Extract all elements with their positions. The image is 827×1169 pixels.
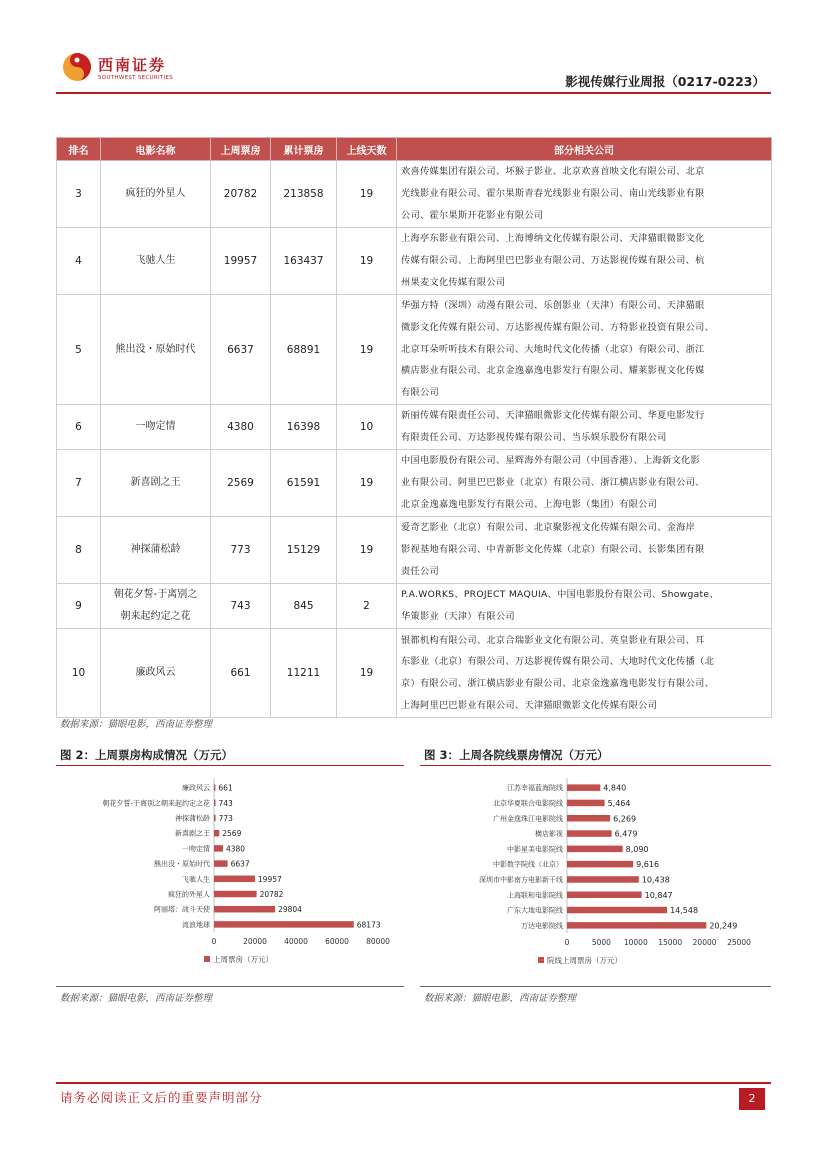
week-box-cell: 6637 — [211, 295, 271, 405]
rank-cell: 7 — [57, 450, 101, 517]
rank-cell: 4 — [57, 228, 101, 295]
table-row — [57, 405, 772, 450]
figure-2-title: 图 2：上周票房构成情况（万元） — [60, 748, 234, 762]
rank-cell: 9 — [57, 584, 101, 629]
week-box-cell: 2569 — [211, 450, 271, 517]
category-label: 深圳市中影南方电影新干线 — [479, 875, 563, 884]
data-label: 661 — [218, 783, 233, 793]
rank-cell: 8 — [57, 517, 101, 584]
company-logo — [62, 48, 182, 88]
bar — [567, 892, 642, 899]
table-row — [57, 161, 772, 228]
film-name-cell: 神探蒲松龄 — [101, 517, 211, 584]
report-title: 影视传媒行业周报（0217-0223） — [565, 74, 765, 89]
week-box-cell: 19957 — [211, 228, 271, 295]
film-name-cell: 新喜剧之王 — [101, 450, 211, 517]
data-label: 68173 — [356, 920, 381, 930]
total-box-cell: 16398 — [271, 405, 337, 450]
company-line: 新丽传媒有限责任公司、天津猫眼微影文化传媒有限公司、华夏电影发行 — [401, 410, 705, 422]
company-line: 华策影业（天津）有限公司 — [401, 611, 515, 622]
col-header-week-box: 上周票房 — [211, 138, 271, 161]
company-line: 欢喜传媒集团有限公司、坏猴子影业、北京欢喜首映文化有限公司、北京 — [401, 166, 705, 178]
bar — [567, 846, 623, 853]
company-line: 上海阿里巴巴影业有限公司、天津猫眼微影文化传媒有限公司 — [401, 699, 658, 711]
legend-label: 上周票房（万元） — [213, 955, 273, 964]
total-box-cell: 68891 — [271, 295, 337, 405]
data-label: 20782 — [259, 890, 284, 899]
category-label: 熊出没・原始时代 — [154, 860, 210, 869]
week-box-cell: 743 — [211, 584, 271, 629]
footer-divider — [56, 1082, 771, 1084]
x-tick-label: 20000 — [692, 938, 717, 947]
days-cell: 19 — [337, 450, 397, 517]
figure-2-chart — [56, 770, 404, 985]
category-label: 横店影视 — [535, 830, 563, 839]
x-tick-label: 0 — [211, 937, 217, 946]
companies-cell — [397, 629, 772, 718]
company-line: 州果麦文化传媒有限公司 — [401, 276, 506, 288]
data-label: 9,616 — [636, 860, 660, 870]
company-line: 业有限公司、阿里巴巴影业（北京）有限公司、浙江横店影业有限公司、 — [401, 477, 705, 489]
film-name-cell — [101, 584, 211, 629]
figure-2-bottom-rule — [56, 986, 404, 987]
company-line: 责任公司 — [401, 565, 439, 577]
bar — [214, 891, 257, 898]
x-tick-label: 20000 — [243, 937, 267, 946]
days-cell: 2 — [337, 584, 397, 629]
data-label: 10,438 — [641, 875, 670, 885]
companies-cell — [397, 517, 772, 584]
figure-2-source-note: 数据来源：猫眼电影，西南证券整理 — [60, 993, 213, 1004]
bar — [567, 876, 639, 883]
company-line: 中国电影股份有限公司、星辉海外有限公司（中国香港）、上海新文化影 — [401, 455, 700, 467]
table-row — [57, 450, 772, 517]
category-label: 上海联和电影院线 — [507, 891, 563, 900]
total-box-cell: 845 — [271, 584, 337, 629]
col-header-days: 上线天数 — [337, 138, 397, 161]
bar — [214, 921, 354, 928]
logo-text-cn: 西南证券 — [98, 56, 167, 74]
data-label: 20,249 — [709, 921, 738, 931]
company-line: 公司、霍尔果斯开花影业有限公司 — [401, 209, 544, 221]
data-label: 4380 — [225, 844, 246, 854]
rank-cell: 5 — [57, 295, 101, 405]
data-label: 10,847 — [644, 890, 673, 900]
x-tick-label: 25000 — [727, 938, 751, 947]
legend-swatch — [204, 956, 210, 962]
bar — [214, 845, 223, 852]
data-label: 773 — [218, 814, 233, 823]
category-label: 广州金逸珠江电影院线 — [493, 814, 563, 823]
legend-swatch — [538, 957, 544, 963]
days-cell: 19 — [337, 517, 397, 584]
total-box-cell: 11211 — [271, 629, 337, 718]
company-line: 京）有限公司、浙江横店影业有限公司、北京金逸嘉逸电影发行有限公司、 — [401, 678, 715, 689]
bar — [567, 861, 633, 868]
table-row — [57, 228, 772, 295]
company-line: 东影业（北京）有限公司、万达影视传媒有限公司、大地时代文化传播（北 — [401, 656, 715, 668]
company-line: P.A.WORKS、PROJECT MAQUIA、中国电影股份有限公司、Showgate、 — [401, 589, 719, 601]
companies-cell — [397, 450, 772, 517]
film-name-line: 朝花夕誓-于离别之 — [113, 589, 198, 600]
page-header — [56, 44, 771, 92]
col-header-film-name: 电影名称 — [101, 138, 211, 161]
companies-cell — [397, 295, 772, 405]
table-row — [57, 629, 772, 718]
logo-text-en: SOUTHWEST SECURITIES — [98, 75, 174, 81]
days-cell: 10 — [337, 405, 397, 450]
data-label: 5,464 — [607, 798, 631, 808]
category-label: 广东大地电影院线 — [507, 906, 563, 915]
film-name-cell: 飞驰人生 — [101, 228, 211, 295]
company-line: 光线影业有限公司、霍尔果斯青春光线影业有限公司、南山光线影业有限 — [401, 188, 705, 200]
data-label: 14,548 — [670, 906, 699, 916]
table-row — [57, 517, 772, 584]
company-line: 影视基地有限公司、中青新影文化传媒（北京）有限公司、长影集团有限 — [401, 544, 705, 556]
days-cell: 19 — [337, 295, 397, 405]
x-tick-label: 80000 — [366, 937, 390, 946]
bar — [567, 922, 706, 929]
rank-cell: 6 — [57, 405, 101, 450]
company-line: 爱奇艺影业（北京）有限公司、北京聚影视文化传媒有限公司、金海岸 — [401, 522, 696, 534]
category-label: 一吻定情 — [182, 844, 210, 853]
data-label: 2569 — [222, 829, 242, 839]
col-header-total-box: 累计票房 — [271, 138, 337, 161]
company-line: 横店影业有限公司、北京金逸嘉逸电影发行有限公司、耀莱影视文化传媒 — [401, 365, 705, 377]
bar — [214, 906, 275, 913]
company-line: 上海亭东影业有限公司、上海博纳文化传媒有限公司、天津猫眼微影文化 — [401, 233, 705, 245]
x-tick-label: 5000 — [591, 938, 611, 947]
figure-3-chart — [420, 770, 771, 985]
week-box-cell: 20782 — [211, 161, 271, 228]
company-line: 传媒有限公司、上海阿里巴巴影业有限公司、万达影视传媒有限公司、杭 — [401, 255, 705, 267]
category-label: 朝花夕誓-于离别之朝来起约定之花 — [102, 799, 210, 808]
table-row — [57, 295, 772, 405]
category-label: 飞驰人生 — [182, 875, 210, 884]
table-source-note: 数据来源：猫眼电影，西南证券整理 — [60, 719, 213, 730]
x-tick-label: 40000 — [284, 937, 308, 946]
data-label: 6,269 — [613, 814, 637, 824]
header-divider — [56, 92, 771, 94]
film-name-line: 朝来起约定之花 — [120, 611, 191, 622]
film-name-cell: 疯狂的外星人 — [101, 161, 211, 228]
table-header-row — [57, 138, 772, 161]
col-header-companies: 部分相关公司 — [397, 138, 772, 161]
week-box-cell: 661 — [211, 629, 271, 718]
category-label: 中影数字院线（北京） — [493, 860, 563, 869]
logo-emblem-icon — [62, 52, 92, 82]
category-label: 江苏幸福蓝海院线 — [507, 784, 563, 793]
company-line: 有限公司 — [401, 387, 439, 399]
data-label: 19957 — [257, 874, 282, 884]
rank-cell: 3 — [57, 161, 101, 228]
category-label: 新喜剧之王 — [175, 829, 210, 838]
companies-cell — [397, 228, 772, 295]
total-box-cell: 163437 — [271, 228, 337, 295]
x-tick-label: 0 — [564, 938, 570, 947]
table-row — [57, 584, 772, 629]
bar — [567, 830, 612, 837]
week-box-cell: 773 — [211, 517, 271, 584]
data-label: 29804 — [278, 905, 302, 915]
bar — [214, 830, 219, 837]
total-box-cell: 213858 — [271, 161, 337, 228]
bar — [214, 815, 216, 822]
days-cell: 19 — [337, 161, 397, 228]
category-label: 神探蒲松龄 — [175, 814, 210, 823]
bar — [567, 784, 600, 791]
bar — [567, 815, 610, 822]
figure-2-title-rule — [56, 765, 404, 766]
week-box-cell: 4380 — [211, 405, 271, 450]
x-tick-label: 15000 — [658, 938, 683, 947]
category-label: 疯狂的外星人 — [168, 890, 210, 899]
film-name-cell: 廉政风云 — [101, 629, 211, 718]
data-label: 6637 — [230, 859, 250, 869]
company-line: 有限责任公司、万达影视传媒有限公司、当乐娱乐股份有限公司 — [401, 432, 667, 443]
company-line: 银都机构有限公司、北京合瑞影业文化有限公司、英皇影业有限公司、耳 — [401, 634, 705, 646]
bar — [214, 784, 215, 791]
bar — [214, 860, 228, 867]
figure-3-title-rule — [420, 765, 771, 766]
company-line: 北京金逸嘉逸电影发行有限公司、上海电影（集团）有限公司 — [401, 498, 658, 510]
data-label: 4,840 — [603, 783, 627, 793]
page-number: 2 — [739, 1088, 765, 1110]
figure-3-source-note: 数据来源：猫眼电影，西南证券整理 — [424, 993, 577, 1004]
companies-cell — [397, 161, 772, 228]
data-label: 743 — [218, 798, 233, 808]
x-tick-label: 10000 — [623, 938, 648, 947]
companies-cell — [397, 405, 772, 450]
company-line: 微影文化传媒有限公司、万达影视传媒有限公司、方特影业投资有限公司、 — [401, 321, 715, 333]
data-label: 6,479 — [614, 829, 638, 839]
bar — [567, 907, 667, 914]
company-line: 北京耳朵听听技术有限公司、大地时代文化传播（北京）有限公司、浙江 — [401, 343, 705, 355]
bar — [567, 800, 605, 807]
total-box-cell: 61591 — [271, 450, 337, 517]
company-line: 华强方特（深圳）动漫有限公司、乐创影业（天津）有限公司、天津猫眼 — [401, 300, 705, 312]
data-label: 8,090 — [625, 844, 649, 854]
film-name-cell: 熊出没・原始时代 — [101, 295, 211, 405]
days-cell: 19 — [337, 629, 397, 718]
category-label: 流浪地球 — [182, 920, 210, 929]
bar — [214, 876, 255, 883]
total-box-cell: 15129 — [271, 517, 337, 584]
figure-3-bottom-rule — [420, 986, 771, 987]
category-label: 中影星美电影院线 — [507, 845, 563, 854]
category-label: 北京华夏联合电影院线 — [493, 799, 563, 808]
x-tick-label: 60000 — [325, 937, 349, 946]
footer-disclaimer: 请务必阅读正文后的重要声明部分 — [60, 1090, 263, 1105]
figure-3-title: 图 3：上周各院线票房情况（万元） — [424, 748, 609, 762]
bar — [214, 800, 216, 807]
days-cell: 19 — [337, 228, 397, 295]
col-header-rank: 排名 — [57, 138, 101, 161]
legend-label: 院线上周票房（万元） — [547, 956, 622, 965]
category-label: 阿丽塔：战斗天使 — [154, 905, 210, 914]
box-office-table — [56, 137, 772, 718]
category-label: 廉政风云 — [182, 784, 210, 793]
film-name-cell: 一吻定情 — [101, 405, 211, 450]
companies-cell — [397, 584, 772, 629]
rank-cell: 10 — [57, 629, 101, 718]
category-label: 万达电影院线 — [521, 921, 563, 930]
